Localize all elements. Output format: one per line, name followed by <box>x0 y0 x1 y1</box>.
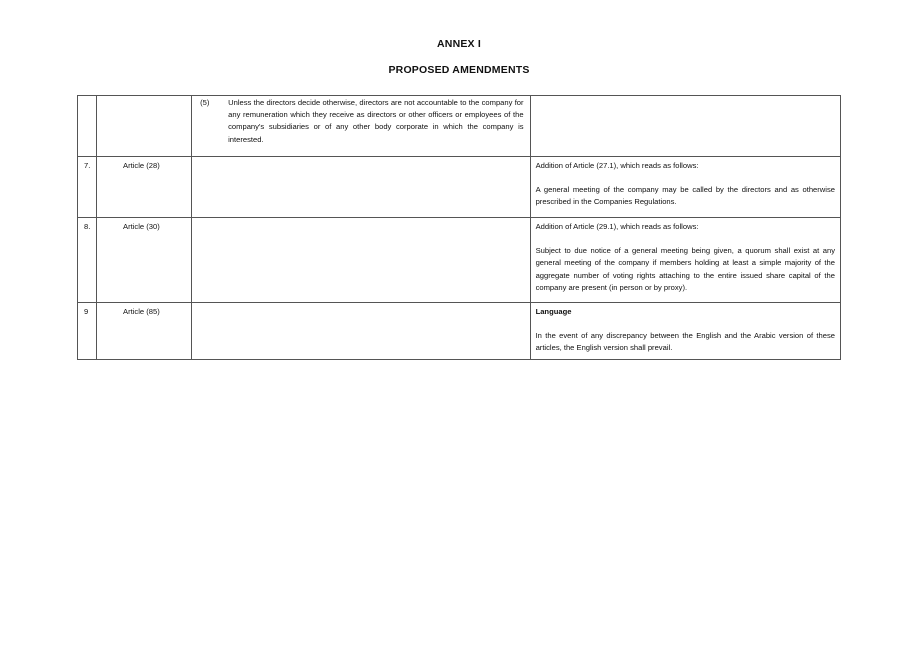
article-ref <box>97 96 191 99</box>
existing-text-cell <box>192 96 530 157</box>
existing-text-cell <box>192 303 530 360</box>
article-ref: Article (30) <box>123 222 160 231</box>
row-number-cell <box>78 157 97 218</box>
row-number-cell <box>78 303 97 360</box>
article-cell <box>97 303 192 360</box>
row-number: 9 <box>84 307 89 316</box>
proposed-text-cell <box>530 218 840 303</box>
article-cell <box>97 218 192 303</box>
article-cell <box>97 96 192 157</box>
table-row <box>78 157 841 218</box>
document-title: PROPOSED AMENDMENTS <box>388 64 530 76</box>
table-row <box>78 218 841 303</box>
table-row <box>78 303 841 360</box>
proposed-text-cell <box>530 157 840 218</box>
existing-text-cell <box>192 218 530 303</box>
row-number-cell <box>78 96 97 157</box>
amendments-table <box>77 95 841 360</box>
existing-text-cell <box>192 157 530 218</box>
subclause-number: (5) <box>200 98 210 107</box>
annex-title: ANNEX I <box>437 38 481 50</box>
proposed-text-cell <box>530 303 840 360</box>
proposed-text-cell <box>530 96 840 157</box>
row-number: 8. <box>84 222 91 231</box>
proposed-heading: Language <box>535 307 572 316</box>
proposed-heading: Addition of Article (27.1), which reads as follows: <box>535 161 699 170</box>
article-cell <box>97 157 192 218</box>
proposed-clause-text: Subject to due notice of a general meeting being given, a quorum shall exist at any general meeting of the company if members holding at least a simple majority of the aggregate number of voting rights attaching to the entire issued share capital of the company are present (in person or by proxy). <box>535 246 835 292</box>
row-number: 7. <box>84 161 91 170</box>
existing-clause-text: Unless the directors decide otherwise, directors are not accountable to the company for any remuneration which they receive as directors or other officers or employees of the company's subsidiaries or of any other body corporate in which the company is interested. <box>228 98 524 144</box>
row-number-cell <box>78 218 97 303</box>
proposed-heading: Addition of Article (29.1), which reads as follows: <box>535 222 699 231</box>
table-row <box>78 96 841 157</box>
proposed-clause-text: A general meeting of the company may be called by the directors and as otherwise prescribed in the Companies Regulations. <box>535 185 835 207</box>
article-ref: Article (28) <box>123 161 160 170</box>
proposed-clause-text: In the event of any discrepancy between the English and the Arabic version of these articles, the English version shall prevail. <box>535 331 835 353</box>
row-number <box>78 96 96 99</box>
article-ref: Article (85) <box>123 307 160 316</box>
